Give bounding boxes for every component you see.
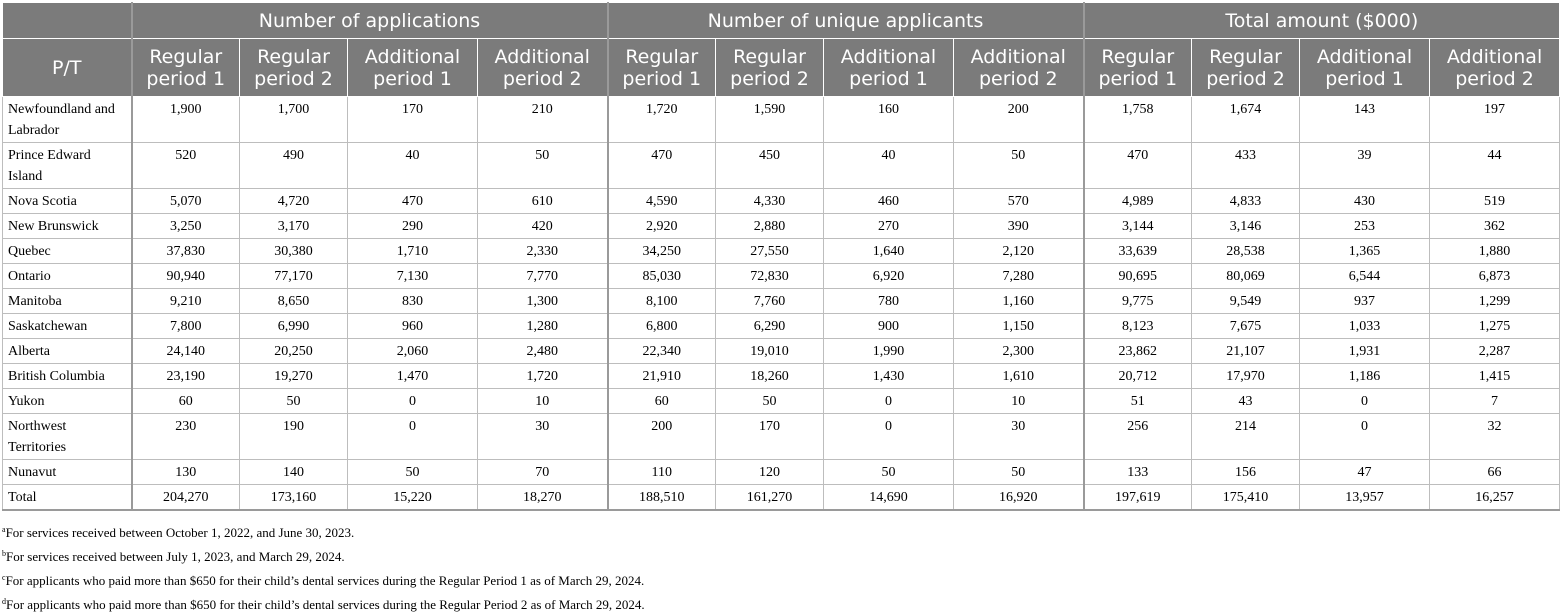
value-cell: 9,775: [1084, 289, 1192, 314]
table-row: [3, 97, 1560, 143]
table-row: [3, 389, 1560, 414]
footnote-text: For services received between July 1, 2023, and March 29, 2024.: [6, 548, 345, 564]
value-cell: 15,220: [348, 485, 478, 510]
subheader-additional-period-1: [1300, 39, 1430, 97]
subheader-regular-period-1: [132, 39, 240, 97]
footnote-mark: a: [2, 524, 6, 534]
value-cell: 1,415: [1430, 364, 1560, 389]
value-cell: 7,675: [1192, 314, 1300, 339]
value-cell: 34,250: [608, 239, 716, 264]
value-cell: 1,880: [1430, 239, 1560, 264]
value-cell: 230: [132, 414, 240, 460]
value-cell: 1,700: [240, 97, 348, 143]
value-cell: 27,550: [716, 239, 824, 264]
value-cell: 214: [1192, 414, 1300, 460]
value-cell: 3,170: [240, 214, 348, 239]
value-cell: 110: [608, 460, 716, 485]
value-cell: 173,160: [240, 485, 348, 510]
table-body: [3, 97, 1560, 510]
footnote-mark: b: [2, 548, 6, 558]
value-cell: 8,650: [240, 289, 348, 314]
value-cell: 28,538: [1192, 239, 1300, 264]
subheader-line: period 2: [730, 67, 809, 90]
value-cell: 460: [824, 189, 954, 214]
subheader-line: Additional: [494, 45, 590, 68]
value-cell: 14,690: [824, 485, 954, 510]
total-row: [3, 485, 1560, 510]
value-cell: 72,830: [716, 264, 824, 289]
value-cell: 70: [478, 460, 608, 485]
value-cell: 7,760: [716, 289, 824, 314]
value-cell: 1,299: [1430, 289, 1560, 314]
value-cell: 39: [1300, 143, 1430, 189]
value-cell: 900: [824, 314, 954, 339]
value-cell: 50: [478, 143, 608, 189]
value-cell: 830: [348, 289, 478, 314]
value-cell: 50: [348, 460, 478, 485]
value-cell: 204,270: [132, 485, 240, 510]
value-cell: 520: [132, 143, 240, 189]
value-cell: 2,287: [1430, 339, 1560, 364]
value-cell: 0: [1300, 414, 1430, 460]
subheader-line: Regular: [1209, 45, 1282, 68]
value-cell: 937: [1300, 289, 1430, 314]
value-cell: 1,720: [478, 364, 608, 389]
value-cell: 21,107: [1192, 339, 1300, 364]
value-cell: 1,900: [132, 97, 240, 143]
value-cell: 7,130: [348, 264, 478, 289]
value-cell: 362: [1430, 214, 1560, 239]
value-cell: 18,270: [478, 485, 608, 510]
value-cell: 66: [1430, 460, 1560, 485]
value-cell: 256: [1084, 414, 1192, 460]
value-cell: 40: [348, 143, 478, 189]
value-cell: 2,300: [954, 339, 1084, 364]
value-cell: 2,060: [348, 339, 478, 364]
footnote-mark: c: [2, 572, 6, 582]
value-cell: 7,770: [478, 264, 608, 289]
value-cell: 20,250: [240, 339, 348, 364]
value-cell: 1,931: [1300, 339, 1430, 364]
value-cell: 1,720: [608, 97, 716, 143]
subheader-additional-period-1: [348, 39, 478, 97]
province-name: Ontario: [3, 264, 132, 289]
value-cell: 0: [824, 414, 954, 460]
value-cell: 22,340: [608, 339, 716, 364]
value-cell: 40: [824, 143, 954, 189]
value-cell: 390: [954, 214, 1084, 239]
value-cell: 24,140: [132, 339, 240, 364]
table-container: [2, 2, 1559, 615]
value-cell: 50: [954, 460, 1084, 485]
value-cell: 50: [240, 389, 348, 414]
value-cell: 2,330: [478, 239, 608, 264]
subheader-additional-period-2: [1430, 39, 1560, 97]
group-header-total-amount: Total amount ($000): [1084, 3, 1560, 39]
value-cell: 80,069: [1192, 264, 1300, 289]
value-cell: 4,720: [240, 189, 348, 214]
value-cell: 197,619: [1084, 485, 1192, 510]
value-cell: 1,160: [954, 289, 1084, 314]
value-cell: 1,470: [348, 364, 478, 389]
footnote: [2, 591, 1559, 615]
footnote: [2, 519, 1559, 543]
subheader-line: period 2: [502, 67, 582, 90]
value-cell: 1,674: [1192, 97, 1300, 143]
value-cell: 20,712: [1084, 364, 1192, 389]
province-name: New Brunswick: [3, 214, 132, 239]
subheader-line: period 1: [622, 67, 702, 90]
group-header-applications: Number of applications: [132, 3, 608, 39]
value-cell: 30: [954, 414, 1084, 460]
footnotes: [2, 519, 1559, 615]
footnote: [2, 567, 1559, 591]
value-cell: 9,210: [132, 289, 240, 314]
subheader-line: period 1: [1325, 67, 1404, 90]
footnote-text: For applicants who paid more than $650 for their child’s dental services during the Regular Period 2 as of March 29, 2024.: [6, 596, 645, 612]
province-name: Nunavut: [3, 460, 132, 485]
subheader-line: Additional: [1316, 45, 1413, 68]
value-cell: 7,800: [132, 314, 240, 339]
province-name: British Columbia: [3, 364, 132, 389]
value-cell: 130: [132, 460, 240, 485]
province-name: Quebec: [3, 239, 132, 264]
table-row: [3, 189, 1560, 214]
value-cell: 470: [608, 143, 716, 189]
value-cell: 1,280: [478, 314, 608, 339]
value-cell: 30: [478, 414, 608, 460]
value-cell: 9,549: [1192, 289, 1300, 314]
value-cell: 420: [478, 214, 608, 239]
province-name: Northwest Territories: [3, 414, 132, 460]
value-cell: 19,270: [240, 364, 348, 389]
value-cell: 1,150: [954, 314, 1084, 339]
value-cell: 200: [608, 414, 716, 460]
subheader-line: Regular: [625, 45, 699, 68]
value-cell: 140: [240, 460, 348, 485]
value-cell: 175,410: [1192, 485, 1300, 510]
value-cell: 570: [954, 189, 1084, 214]
value-cell: 519: [1430, 189, 1560, 214]
subheader-line: period 2: [1206, 67, 1285, 90]
subheader-line: period 2: [1455, 67, 1534, 90]
value-cell: 1,710: [348, 239, 478, 264]
value-cell: 133: [1084, 460, 1192, 485]
value-cell: 50: [716, 389, 824, 414]
value-cell: 2,120: [954, 239, 1084, 264]
value-cell: 10: [954, 389, 1084, 414]
subheader-line: Additional: [364, 45, 461, 68]
value-cell: 4,833: [1192, 189, 1300, 214]
subheader-regular-period-2: [1192, 39, 1300, 97]
header-blank: [3, 3, 132, 39]
value-cell: 270: [824, 214, 954, 239]
value-cell: 5,070: [132, 189, 240, 214]
value-cell: 1,990: [824, 339, 954, 364]
value-cell: 1,365: [1300, 239, 1430, 264]
value-cell: 10: [478, 389, 608, 414]
table-row: [3, 460, 1560, 485]
value-cell: 60: [132, 389, 240, 414]
value-cell: 23,190: [132, 364, 240, 389]
group-header-unique-applicants: Number of unique applicants: [608, 3, 1084, 39]
value-cell: 4,330: [716, 189, 824, 214]
value-cell: 8,100: [608, 289, 716, 314]
subheader-line: Regular: [1101, 45, 1175, 68]
value-cell: 50: [824, 460, 954, 485]
value-cell: 90,940: [132, 264, 240, 289]
province-name: Prince Edward Island: [3, 143, 132, 189]
value-cell: 16,920: [954, 485, 1084, 510]
subheader-line: Regular: [149, 45, 223, 68]
value-cell: 50: [954, 143, 1084, 189]
table-row: [3, 314, 1560, 339]
value-cell: 6,990: [240, 314, 348, 339]
value-cell: 430: [1300, 189, 1430, 214]
subheader-line: period 2: [978, 67, 1058, 90]
value-cell: 2,880: [716, 214, 824, 239]
value-cell: 16,257: [1430, 485, 1560, 510]
value-cell: 44: [1430, 143, 1560, 189]
value-cell: 188,510: [608, 485, 716, 510]
value-cell: 37,830: [132, 239, 240, 264]
value-cell: 470: [1084, 143, 1192, 189]
value-cell: 33,639: [1084, 239, 1192, 264]
value-cell: 2,480: [478, 339, 608, 364]
value-cell: 4,989: [1084, 189, 1192, 214]
value-cell: 161,270: [716, 485, 824, 510]
value-cell: 43: [1192, 389, 1300, 414]
footnote-text: For services received between October 1, 2022, and June 30, 2023.: [5, 524, 355, 540]
table-row: [3, 143, 1560, 189]
value-cell: 190: [240, 414, 348, 460]
value-cell: 156: [1192, 460, 1300, 485]
subheader-additional-period-2: [954, 39, 1084, 97]
value-cell: 170: [716, 414, 824, 460]
value-cell: 77,170: [240, 264, 348, 289]
subheader-additional-period-1: [824, 39, 954, 97]
table-row: [3, 289, 1560, 314]
subheader-line: period 2: [254, 67, 333, 90]
value-cell: 0: [824, 389, 954, 414]
value-cell: 200: [954, 97, 1084, 143]
value-cell: 0: [348, 389, 478, 414]
subheader-line: period 1: [146, 67, 226, 90]
province-name: Nova Scotia: [3, 189, 132, 214]
value-cell: 1,275: [1430, 314, 1560, 339]
value-cell: 3,144: [1084, 214, 1192, 239]
value-cell: 610: [478, 189, 608, 214]
value-cell: 433: [1192, 143, 1300, 189]
value-cell: 290: [348, 214, 478, 239]
dental-applications-table: [2, 2, 1560, 511]
value-cell: 47: [1300, 460, 1430, 485]
subheader-regular-period-1: [1084, 39, 1192, 97]
value-cell: 6,800: [608, 314, 716, 339]
subheader-line: period 1: [1098, 67, 1178, 90]
subheader-line: period 1: [849, 67, 928, 90]
value-cell: 3,146: [1192, 214, 1300, 239]
value-cell: 197: [1430, 97, 1560, 143]
value-cell: 6,544: [1300, 264, 1430, 289]
value-cell: 21,910: [608, 364, 716, 389]
value-cell: 1,300: [478, 289, 608, 314]
value-cell: 1,033: [1300, 314, 1430, 339]
value-cell: 1,590: [716, 97, 824, 143]
value-cell: 8,123: [1084, 314, 1192, 339]
value-cell: 3,250: [132, 214, 240, 239]
value-cell: 2,920: [608, 214, 716, 239]
value-cell: 780: [824, 289, 954, 314]
value-cell: 1,640: [824, 239, 954, 264]
value-cell: 6,873: [1430, 264, 1560, 289]
subheader-line: period 1: [373, 67, 452, 90]
value-cell: 1,610: [954, 364, 1084, 389]
table-row: [3, 364, 1560, 389]
subheader-line: Additional: [840, 45, 937, 68]
footnote: [2, 543, 1559, 567]
table-row: [3, 239, 1560, 264]
value-cell: 0: [1300, 389, 1430, 414]
value-cell: 253: [1300, 214, 1430, 239]
value-cell: 6,920: [824, 264, 954, 289]
value-cell: 490: [240, 143, 348, 189]
value-cell: 160: [824, 97, 954, 143]
subheader-line: Regular: [257, 45, 330, 68]
value-cell: 7,280: [954, 264, 1084, 289]
value-cell: 143: [1300, 97, 1430, 143]
value-cell: 1,186: [1300, 364, 1430, 389]
value-cell: 450: [716, 143, 824, 189]
province-name: Saskatchewan: [3, 314, 132, 339]
value-cell: 7: [1430, 389, 1560, 414]
subheader-line: Additional: [970, 45, 1066, 68]
subheader-regular-period-2: [716, 39, 824, 97]
value-cell: 51: [1084, 389, 1192, 414]
value-cell: 19,010: [716, 339, 824, 364]
value-cell: 32: [1430, 414, 1560, 460]
subheader-line: Additional: [1446, 45, 1543, 68]
pt-column-header: P/T: [3, 39, 132, 97]
value-cell: 17,970: [1192, 364, 1300, 389]
province-name: Manitoba: [3, 289, 132, 314]
subheader-additional-period-2: [478, 39, 608, 97]
value-cell: 1,758: [1084, 97, 1192, 143]
value-cell: 6,290: [716, 314, 824, 339]
subheader-line: Regular: [733, 45, 806, 68]
footnote-mark: d: [2, 596, 6, 606]
table-row: [3, 214, 1560, 239]
value-cell: 1,430: [824, 364, 954, 389]
value-cell: 960: [348, 314, 478, 339]
table-row: [3, 414, 1560, 460]
value-cell: 470: [348, 189, 478, 214]
province-name: Total: [3, 485, 132, 510]
value-cell: 85,030: [608, 264, 716, 289]
value-cell: 0: [348, 414, 478, 460]
value-cell: 90,695: [1084, 264, 1192, 289]
value-cell: 30,380: [240, 239, 348, 264]
subheader-regular-period-2: [240, 39, 348, 97]
province-name: Alberta: [3, 339, 132, 364]
footnote-text: For applicants who paid more than $650 for their child’s dental services during the Regular Period 1 as of March 29, 2024.: [5, 572, 645, 588]
value-cell: 210: [478, 97, 608, 143]
province-name: Newfoundland and Labrador: [3, 97, 132, 143]
value-cell: 120: [716, 460, 824, 485]
table-row: [3, 264, 1560, 289]
value-cell: 4,590: [608, 189, 716, 214]
value-cell: 60: [608, 389, 716, 414]
value-cell: 23,862: [1084, 339, 1192, 364]
subheader-regular-period-1: [608, 39, 716, 97]
value-cell: 18,260: [716, 364, 824, 389]
table-row: [3, 339, 1560, 364]
value-cell: 170: [348, 97, 478, 143]
province-name: Yukon: [3, 389, 132, 414]
value-cell: 13,957: [1300, 485, 1430, 510]
